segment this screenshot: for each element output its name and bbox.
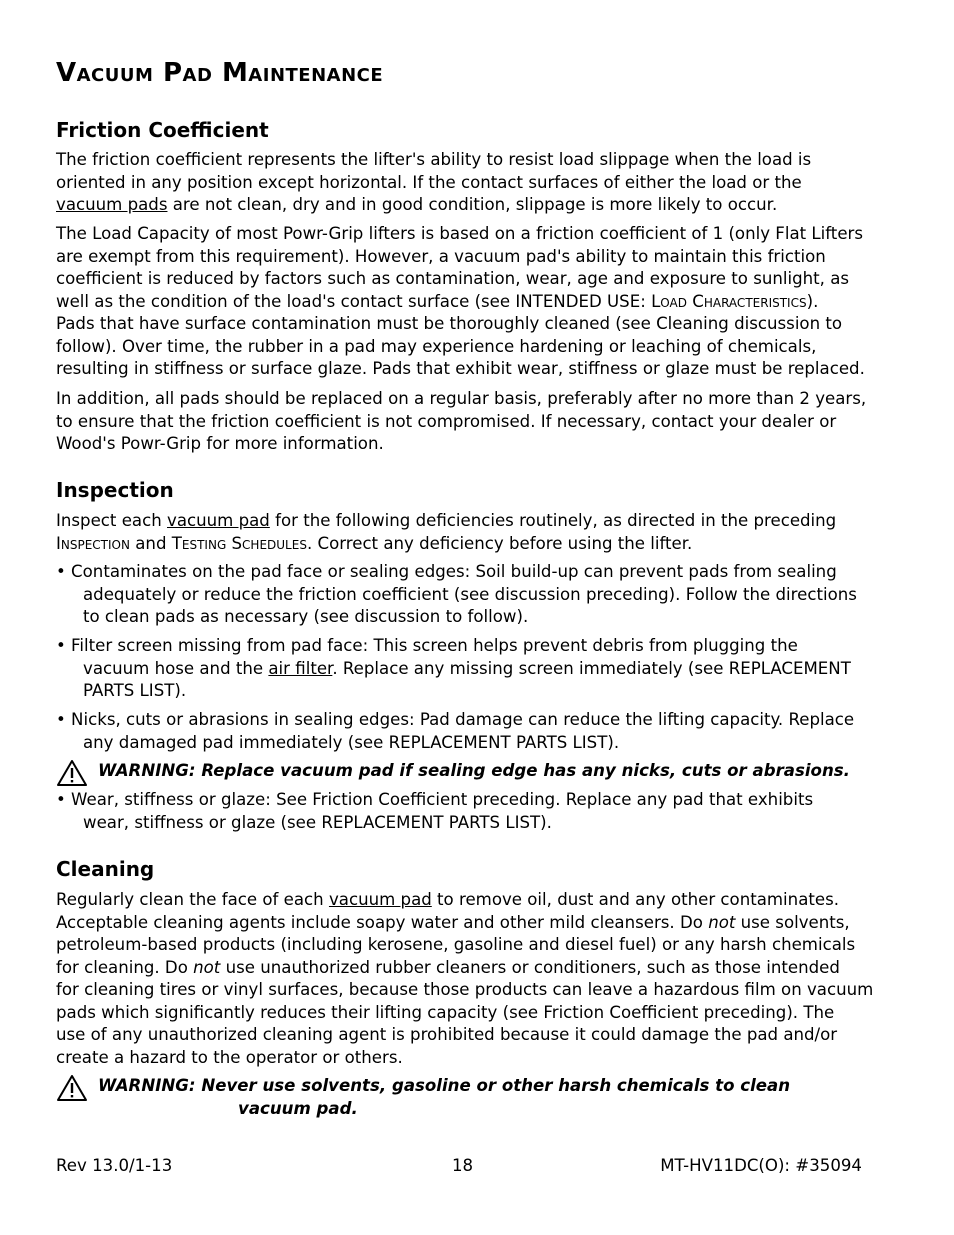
page-title: Vacuum Pad Maintenance [56, 58, 384, 88]
inspection-bullet-filter-screen: • Filter screen missing from pad face: This screen helps prevent debris from plugging the vacuum hose and the air filter. Replace any missing screen immediately (see REPLACEMENT PARTS LIST). [56, 636, 851, 700]
air-filter-link[interactable]: air filter [268, 658, 333, 678]
inspection-bullet-nicks-cuts: • Nicks, cuts or abrasions in sealing edges: Pad damage can reduce the lifting capacity. Replace any damaged pad immediately (see REPLACEMENT PARTS LIST). [56, 710, 855, 752]
footer-revision: Rev 13.0/1-13 [56, 1156, 173, 1175]
footer-page-number: 18 [452, 1156, 474, 1175]
warning-text-line-1: WARNING: Never use solvents, gasoline or other harsh chemicals to clean [98, 1076, 791, 1095]
vacuum-pad-link-cleaning[interactable]: vacuum pad [328, 890, 432, 909]
warning-text-line-2: vacuum pad. [238, 1098, 358, 1118]
heading-cleaning: Cleaning [56, 857, 155, 881]
friction-paragraph-3: In addition, all pads should be replaced on a regular basis, preferably after no more than 2 years, to ensure that the friction coefficient is not compromised. If necessary, contact your dealer or Wood's Powr-Grip for more information. [56, 389, 867, 453]
warning-triangle-icon [56, 1074, 88, 1102]
warning-text: WARNING: Replace vacuum pad if sealing edge has any nicks, cuts or abrasions. [98, 761, 850, 780]
vacuum-pads-link[interactable]: vacuum pads [56, 195, 168, 214]
cleaning-paragraph: Regularly clean the face of each vacuum pad to remove oil, dust and any other contaminates. Acceptable cleaning agents include soapy water and other mild cleansers. Do not use solvents, petroleum-based products (including kerosene, gasoline and diesel fuel) or any harsh chemicals for cleaning. Do not use unauthorized rubber cleaners or conditioners, such as those intended for cleaning tires or vinyl surfaces, because those products can leave a hazardous film on vacuum pads which significantly reduces their lifting capacity (see Friction Coefficient preceding). The use of any unauthorized cleaning agent is prohibited because it could damage the pad and/or create a hazard to the operator or others. [56, 890, 874, 1067]
friction-paragraph-2: The Load Capacity of most Powr-Grip lifters is based on a friction coefficient of 1 (only Flat Lifters are exempt from this requirement). However, a vacuum pad's ability to maintain this friction coefficient is reduced by factors such as contamination, wear, age and exposure to sunlight, as well as the condition of the load's contact surface (see INTENDED USE: Load Characteristics). Pads that have surface contamination must be thoroughly cleaned (see Cleaning discussion to follow). Over time, the rubber in a pad may experience hardening or leaching of chemicals, resulting in stiffness or surface glaze. Pads that exhibit wear, stiffness or glaze must be replaced. [56, 224, 865, 378]
friction-paragraph-1: The friction coefficient represents the lifter's ability to resist load slippage when the load is oriented in any position except horizontal. If the contact surfaces of either the load or the vacuum pads are not clean, dry and in good condition, slippage is more likely to occur. [56, 150, 812, 214]
footer-document-id: MT-HV11DC(O): #35094 [660, 1156, 862, 1175]
inspection-bullet-wear: • Wear, stiffness or glaze: See Friction Coefficient preceding. Replace any pad that exhibits wear, stiffness or glaze (see REPLACEMENT PARTS LIST). [56, 790, 814, 832]
heading-inspection: Inspection [56, 478, 174, 502]
inspection-bullet-contaminates: • Contaminates on the pad face or sealing edges: Soil build-up can prevent pads from sealing adequately or reduce the friction coefficient (see discussion preceding). Follow the directions to clean pads as necessary (see discussion to follow). [56, 562, 857, 626]
inspection-intro: Inspect each vacuum pad for the following deficiencies routinely, as directed in the preceding Inspection and Testing Schedules. Correct any deficiency before using the lifter. [56, 511, 837, 553]
vacuum-pad-link[interactable]: vacuum pad [167, 511, 270, 530]
warning-triangle-icon [56, 759, 88, 787]
heading-friction-coefficient: Friction Coefficient [56, 118, 269, 142]
